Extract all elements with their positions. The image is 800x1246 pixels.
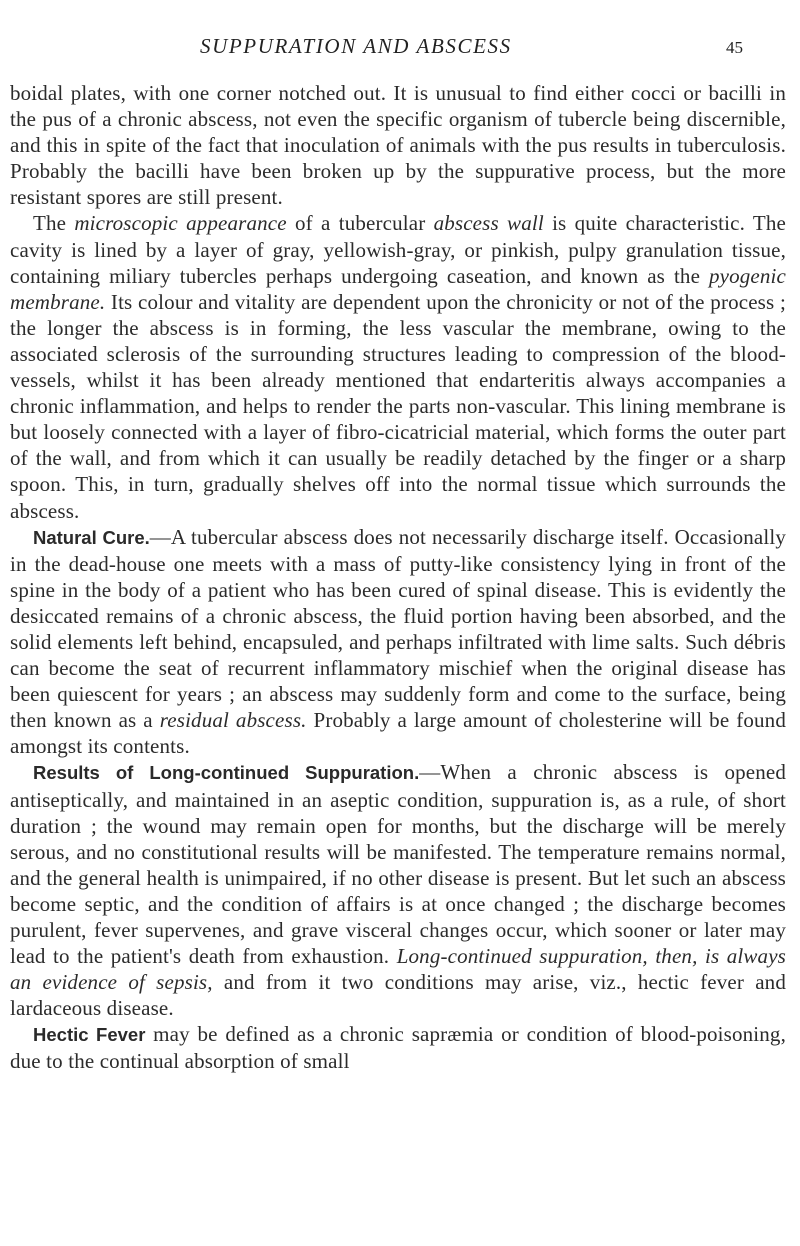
text-run: —A tubercular abscess does not necessarily discharge itself. Occasionally in the dead-house one meets with a mass of putty-like consistency lying in front of the spine in the body of a patient who has been cured of spinal disease. This is evidently the desiccated remains of a chronic abscess, the fluid portion having been absorbed, and the solid elements left behind, encapsuled, and perhaps infiltrated with lime salts. Such débris can become the seat of recurrent inflammatory mischief when the original disease has been quiescent for years ; an abscess may suddenly form and come to the surface, being then known as a <box>10 524 786 733</box>
text-run: Its colour and vitality are dependent upon the chronicity or not of the process ; the longer the abscess is in forming, the less vascular the membrane, owing to the associated sclerosis of the surrounding structures leading to compression of the blood-vessels, whilst it has been already mentioned that endarteritis always accompanies a chronic inflammation, and helps to render the parts non-vascular. This lining membrane is but loosely connected with a layer of fibro-cicatricial material, which forms the outer part of the wall, and from which it can usually be readily detached by the finger or a sharp spoon. This, in turn, gradually shelves off into the normal tissue which surrounds the abscess. <box>10 289 786 523</box>
paragraph <box>10 1021 786 1074</box>
paragraph <box>10 210 786 523</box>
italic-phrase: pyogenic membrane. <box>10 263 786 314</box>
italic-phrase: residual abscess. <box>159 708 307 733</box>
paragraph <box>10 80 786 210</box>
section-run-in-heading: Natural Cure. <box>33 526 150 548</box>
paragraph <box>10 759 786 1021</box>
text-run: of a tubercular <box>286 211 434 236</box>
italic-phrase: Long-continued suppuration, then, is always an evidence of sepsis, <box>10 944 786 995</box>
body-text <box>10 80 786 1075</box>
text-run: Probably a large amount of cholesterine will be found amongst its contents. <box>10 708 786 759</box>
italic-phrase: abscess wall <box>433 211 544 236</box>
italic-phrase: microscopic appearance <box>74 211 287 236</box>
section-run-in-heading: Hectic Fever <box>33 1024 146 1046</box>
text-run: and from it two conditions may arise, viz., hectic fever and lardaceous disease. <box>10 970 786 1021</box>
text-run: The <box>33 211 75 236</box>
page-number: 45 <box>726 38 743 57</box>
section-run-in-heading: Results of Long-continued Suppuration. <box>33 762 420 784</box>
text-run: boidal plates, with one corner notched out. It is unusual to find either cocci or bacilli in the pus of a chronic abscess, not even the specific organism of tubercle being discernible, and this in spite of the fact that inoculation of animals with the pus results in tuberculosis. Probably the bacilli have been broken up by the suppurative process, but the more resistant spores are still present. <box>10 81 786 210</box>
text-run: may be defined as a chronic sapræmia or condition of blood-poisoning, due to the continual absorption of small <box>10 1022 786 1074</box>
text-run: —When a chronic abscess is opened antiseptically, and maintained in an aseptic condition, suppuration is, as a rule, of short duration ; the wound may remain open for months, but the discharge will be merely serous, and no constitutional results will be manifested. The temperature remains normal, and the general health is unimpaired, if no other disease is present. But let such an abscess become septic, and the condition of affairs is at once changed ; the discharge becomes purulent, fever supervenes, and grave visceral changes occur, which sooner or later may lead to the patient's death from exhaustion. <box>10 760 786 969</box>
text-run: is quite characteristic. The cavity is lined by a layer of gray, yellowish-gray, or pinkish, pulpy granulation tissue, containing miliary tubercles perhaps undergoing caseation, and known as the <box>10 211 786 288</box>
paragraph <box>10 524 786 760</box>
running-title: SUPPURATION AND ABSCESS <box>200 34 512 58</box>
running-head <box>0 34 800 62</box>
